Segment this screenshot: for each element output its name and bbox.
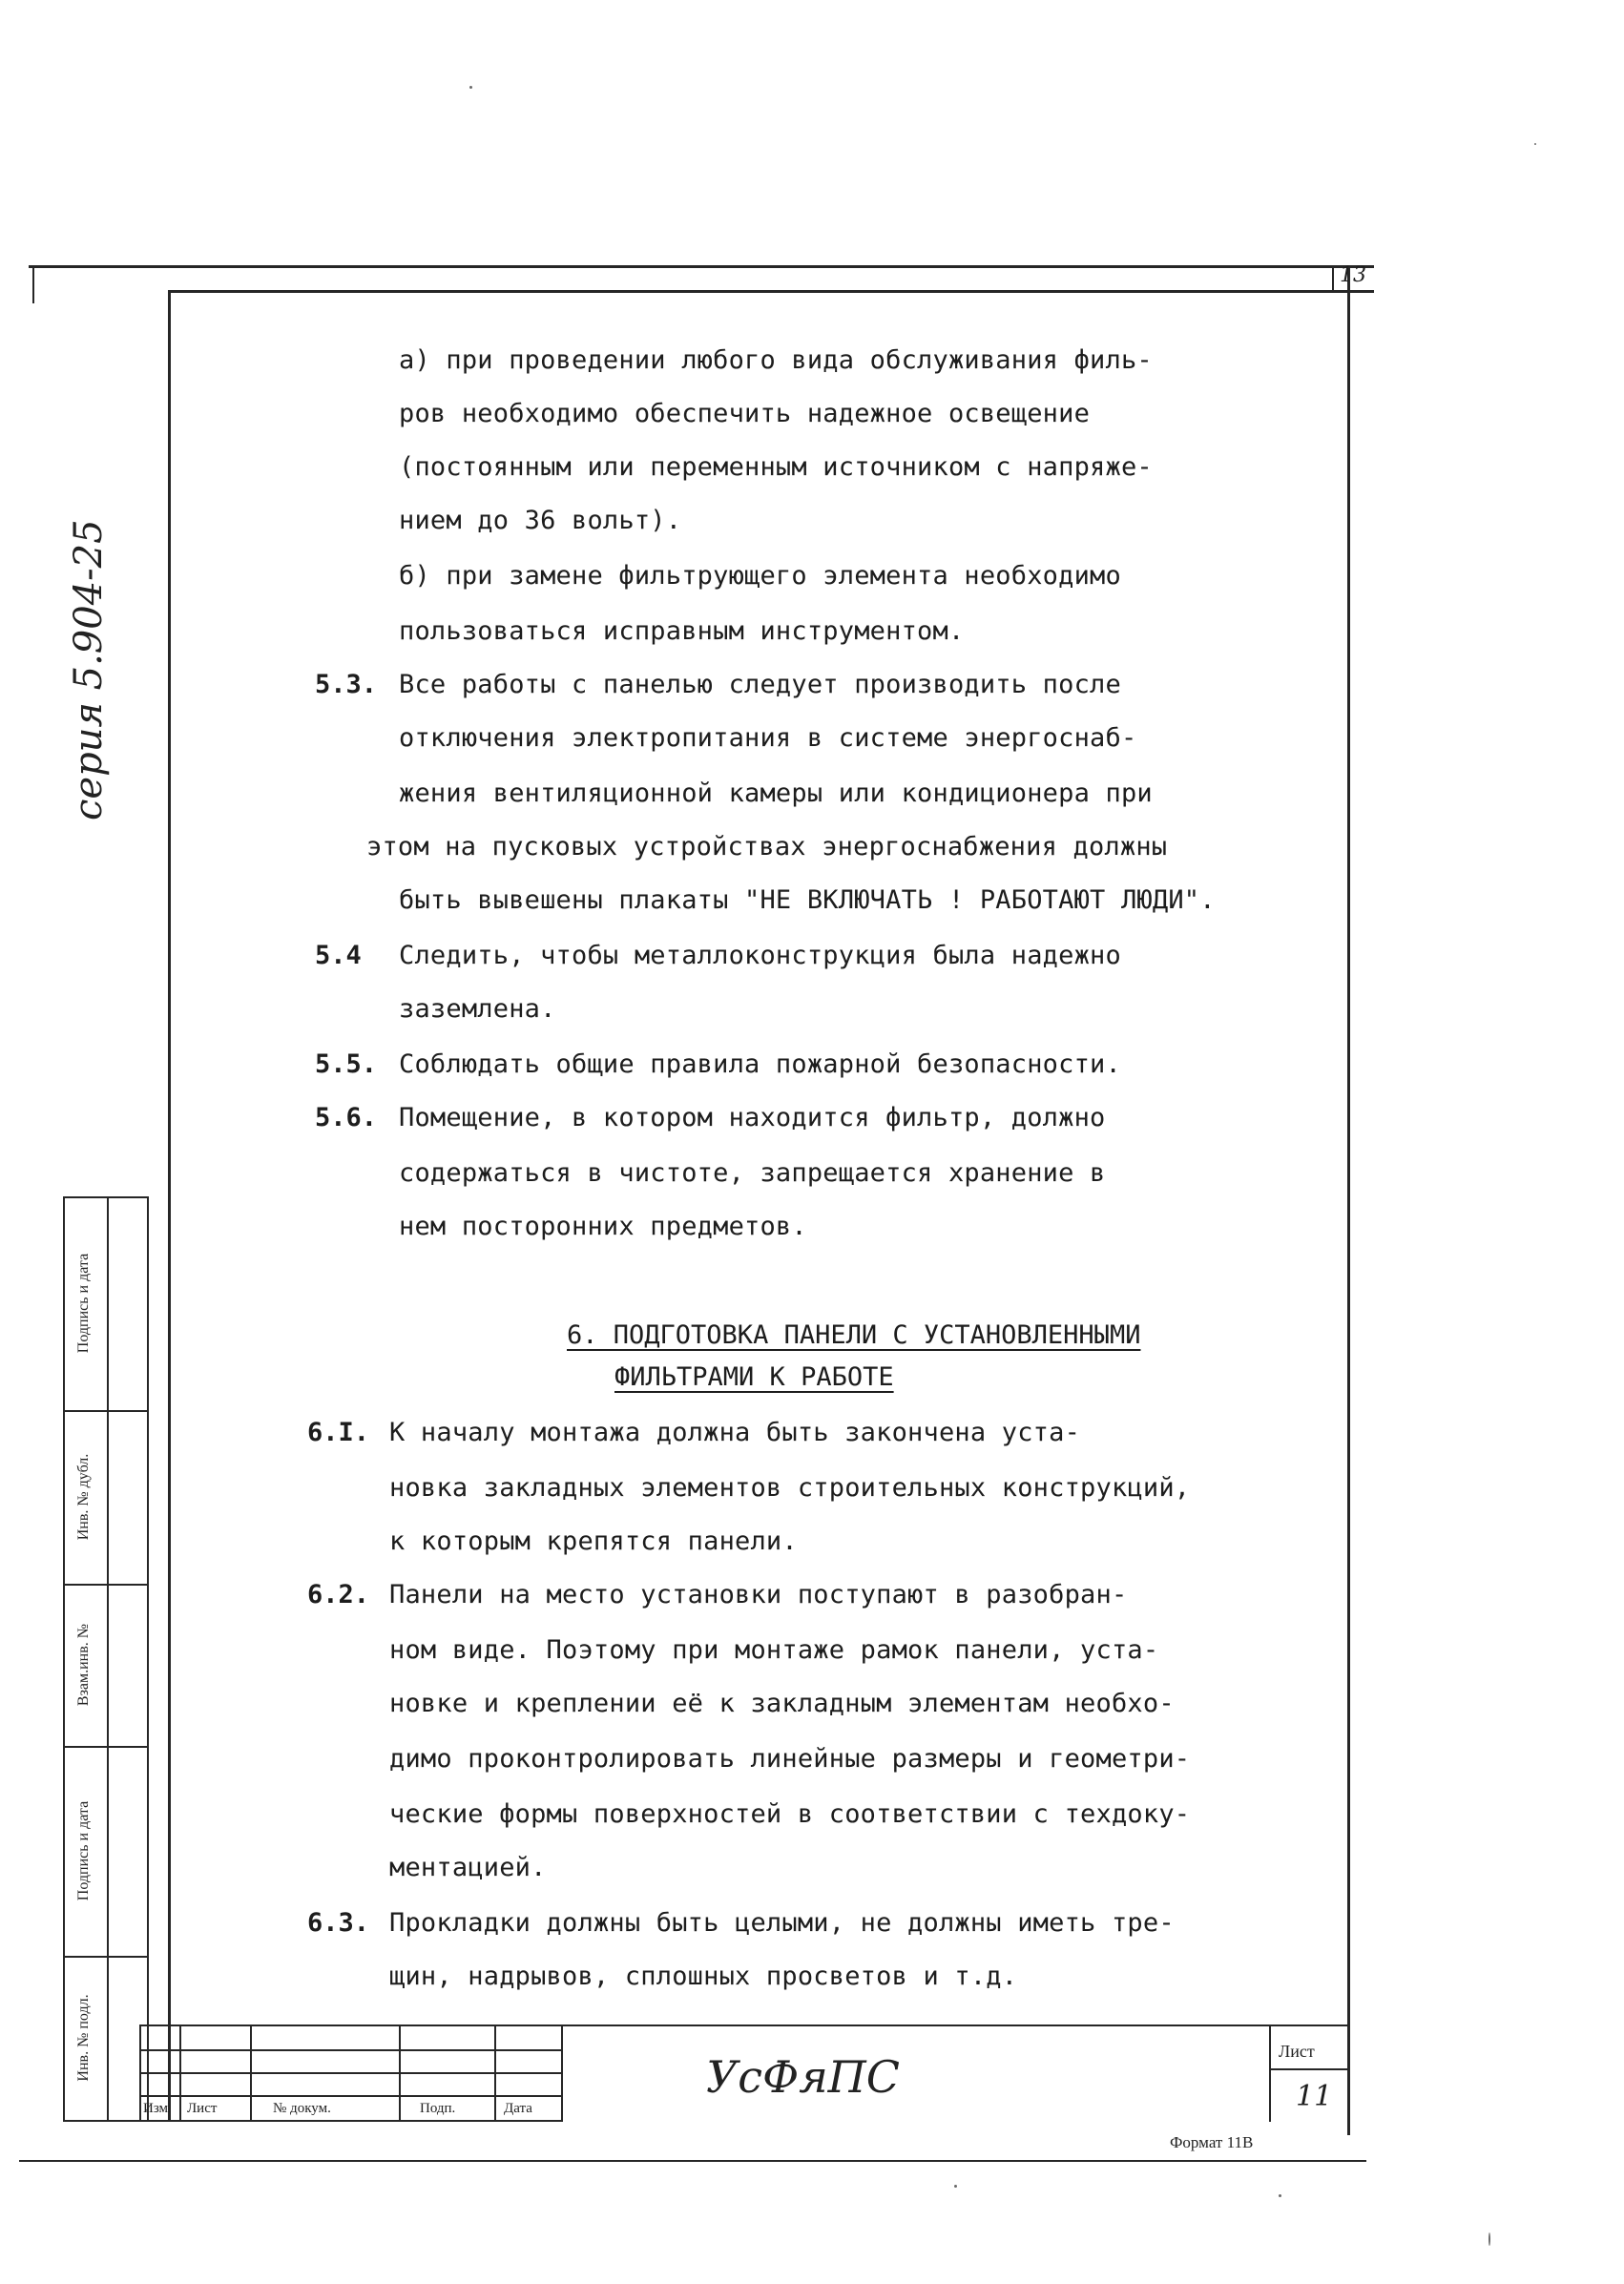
frame-right — [1347, 265, 1350, 2135]
tb-header-podp: Подп. — [420, 2101, 456, 2116]
text-line: К началу монтажа должна быть закончена уста- — [389, 1418, 1081, 1447]
text-line: новка закладных элементов строительных конструкций, — [389, 1473, 1191, 1503]
clause-number: 5.5. — [315, 1049, 378, 1079]
frame-bottom — [19, 2160, 1366, 2162]
text-line: ров необходимо обеспечить надежное освещение — [399, 399, 1091, 428]
text-line: ческие формы поверхностей в соответствии с техдоку- — [389, 1799, 1191, 1829]
text-line: Соблюдать общие правила пожарной безопасности. — [399, 1049, 1121, 1079]
text-line: б) при замене фильтрующего элемента необходимо — [399, 561, 1121, 591]
text-line: нем посторонних предметов. — [399, 1212, 807, 1241]
text-line: а) при проведении любого вида обслуживания филь- — [399, 345, 1153, 375]
text-line: димо проконтролировать линейные размеры и геометри- — [389, 1744, 1191, 1774]
text-line: нием до 36 вольт). — [399, 506, 682, 535]
frame-top-outer — [29, 265, 1374, 268]
frame-left-inner — [168, 290, 171, 2122]
clause-number: 6.I. — [307, 1418, 370, 1447]
scan-speck — [1279, 2194, 1281, 2197]
sheet-number-top: 13 — [1340, 263, 1366, 287]
scan-speck — [954, 2185, 957, 2188]
text-line: Следить, чтобы металлоконструкция была надежно — [399, 941, 1121, 970]
stamp-podpis-2: Подпись и дата — [75, 1253, 92, 1354]
text-line: к которым крепятся панели. — [389, 1526, 798, 1556]
format-label: Формат 11В — [1170, 2133, 1254, 2151]
section-title-line-2: ФИЛЬТРАМИ К РАБОТЕ — [614, 1362, 894, 1392]
text-line: ментацией. — [389, 1853, 547, 1882]
stamp-inv-dubl: Инв. № дубл. — [75, 1453, 92, 1541]
scan-speck — [1534, 143, 1536, 145]
text-line: Все работы с панелью следует производить после — [399, 670, 1121, 699]
clause-number: 6.2. — [307, 1580, 370, 1609]
scan-speck — [469, 86, 472, 89]
text-line: Прокладки должны быть целыми, не должны иметь тре- — [389, 1908, 1175, 1938]
stamp-inv-podl: Инв. № подл. — [75, 1994, 92, 2082]
text-line: ном виде. Поэтому при монтаже рамок панели, уста- — [389, 1635, 1159, 1665]
clause-number: 5.4 — [315, 941, 362, 970]
text-line: заземлена. — [399, 994, 556, 1024]
frame-left-outer — [32, 265, 34, 303]
text-line: отключения электропитания в системе энергоснаб- — [399, 723, 1137, 753]
clause-number: 6.3. — [307, 1908, 370, 1938]
text-line: содержаться в чистоте, запрещается хранение в — [399, 1158, 1106, 1188]
tb-header-data: Дата — [504, 2101, 532, 2116]
sheet-number: 11 — [1296, 2080, 1333, 2113]
text-line: пользоваться исправным инструментом. — [399, 616, 965, 646]
sheet-label: Лист — [1279, 2042, 1315, 2061]
tb-header-list: Лист — [187, 2101, 218, 2116]
stamp-vzam: Взам.инв. № — [75, 1623, 92, 1707]
tb-header-izm: Изм. — [143, 2101, 172, 2116]
text-line: жения вентиляционной камеры или кондиционера при — [399, 779, 1153, 808]
section-title-line-1: 6. ПОДГОТОВКА ПАНЕЛИ С УСТАНОВЛЕННЫМИ — [567, 1320, 1141, 1350]
text-line: Панели на место установки поступают в разобран- — [389, 1580, 1128, 1609]
title-block-signature: УсФяПС — [706, 2051, 900, 2103]
text-line: новке и креплении её к закладным элементам необхо- — [389, 1689, 1175, 1718]
frame-top-inner — [170, 290, 1374, 293]
text-line: щин, надрывов, сплошных просветов и т.д. — [389, 1962, 1018, 1991]
clause-number: 5.3. — [315, 670, 378, 699]
text-line: Помещение, в котором находится фильтр, должно — [399, 1103, 1106, 1132]
series-label: серия 5.904-25 — [67, 519, 111, 820]
scan-speck — [1489, 2232, 1490, 2246]
text-line: этом на пусковых устройствах энергоснабжения должны — [366, 832, 1168, 862]
tb-header-dokum: № докум. — [273, 2101, 331, 2116]
sheet-box-left — [1332, 265, 1334, 290]
clause-number: 5.6. — [315, 1103, 378, 1132]
text-line: быть вывешены плакаты "НЕ ВКЛЮЧАТЬ ! РАБОТАЮТ ЛЮДИ". — [399, 885, 1216, 915]
stamp-podpis-1: Подпись и дата — [75, 1800, 92, 1901]
text-line: (постоянным или переменным источником с напряже- — [399, 452, 1153, 482]
